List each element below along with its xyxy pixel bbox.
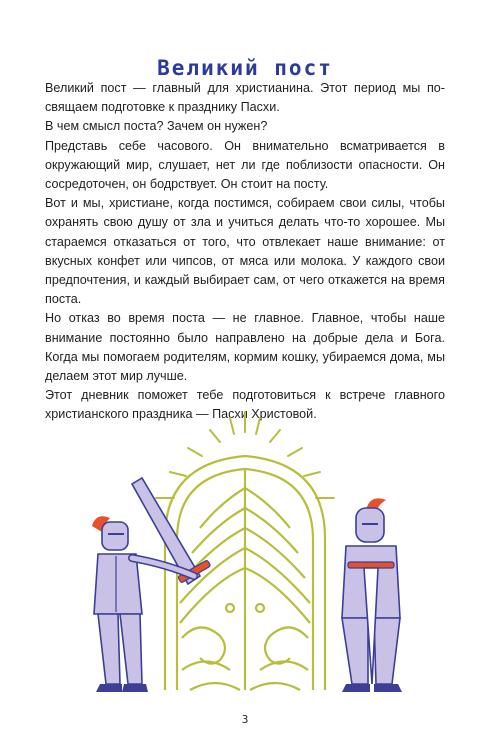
paragraph: Этот дневник поможет тебе подготовиться к встрече главного христианского праздника — Пасхи Христовой. xyxy=(45,388,445,422)
page-title: Великий пост xyxy=(157,56,333,81)
paragraph: В чем смысл поста? Зачем он нужен? xyxy=(45,119,268,134)
paragraph: Вот и мы, христиане, когда постимся, собираем свои силы, чтобы охранять свою душу от зла и учиться делать что-то хорошее. Мы стараемся отказаться от того, что отвлекает наше внимание: от вкусных конфет или чипсов, от мяса или молока. У каждого свои предпочтения, и каждый выбирает сам, от чего откажется на время поста. xyxy=(45,196,445,307)
paragraph: Великий пост — главный для христианина. Этот период мы посвящаем подготовке к празднику Пасхи. xyxy=(45,81,445,115)
body-text xyxy=(45,79,445,425)
right-knight xyxy=(342,498,402,692)
page-number: 3 xyxy=(241,713,249,726)
knights-gate-illustration xyxy=(70,408,420,708)
left-knight xyxy=(92,478,211,692)
paragraph: Но отказ во время поста — не главное. Главное, чтобы наше внимание постоянно было направлено на добрые дела и Бога. Когда мы помогаем родителям, кормим кошку, убираемся дома, мы делаем этот мир лучше. xyxy=(45,311,445,384)
paragraph: Представь себе часового. Он внимательно всматривается в окружающий мир, слушает, нет ли где поблизости опасности. Он сосредоточен, он бодрствует. Он стоит на посту. xyxy=(45,138,445,192)
